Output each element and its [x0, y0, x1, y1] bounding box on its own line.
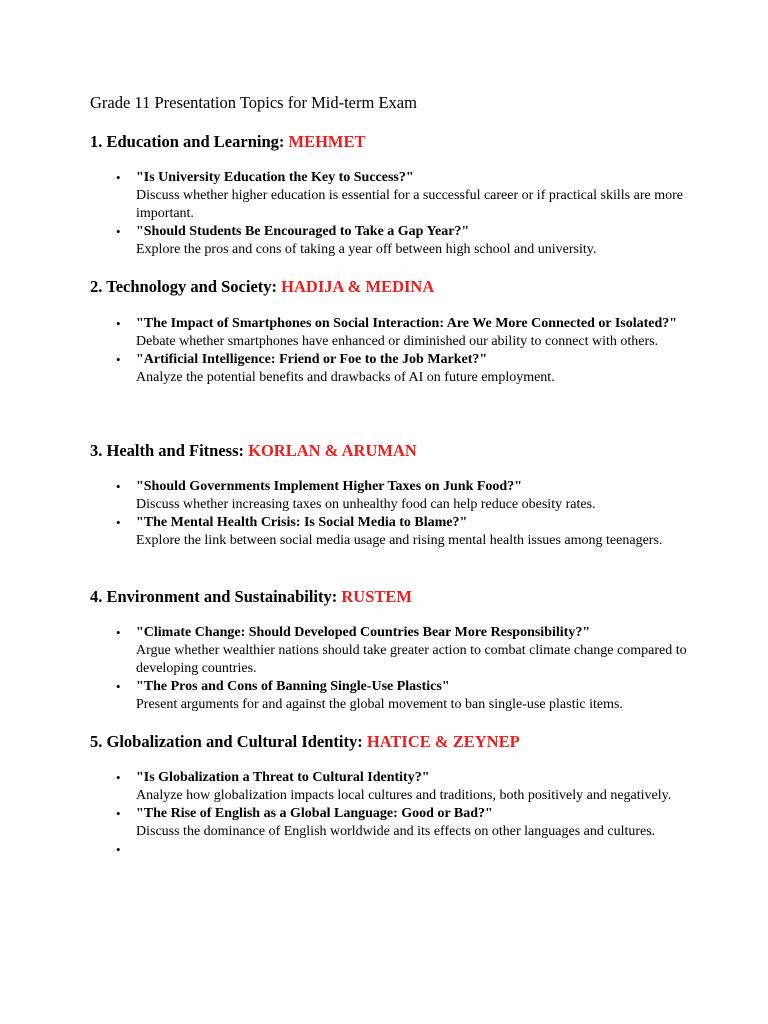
topic-title: "Is Globalization a Threat to Cultural Identity?" — [136, 770, 430, 785]
bullet-icon: • — [116, 170, 121, 185]
bullet-icon: • — [116, 352, 121, 367]
topic-description: Discuss whether increasing taxes on unhealthy food can help reduce obesity rates. — [136, 497, 596, 512]
section-heading-text: 2. Technology and Society: — [90, 277, 282, 296]
section-environment — [90, 587, 710, 714]
topic-description: Debate whether smartphones have enhanced or diminished our ability to connect with others. — [136, 334, 659, 349]
assignee-name: HATICE & ZEYNEP — [366, 732, 520, 751]
topic-title: "The Rise of English as a Global Language: Good or Bad?" — [136, 806, 493, 821]
topic-description: Explore the link between social media usage and rising mental health issues among teenagers. — [136, 533, 663, 548]
topic-description: Present arguments for and against the global movement to ban single-use plastic items. — [136, 697, 623, 712]
bullet-icon: • — [116, 224, 121, 239]
topic-title: "The Pros and Cons of Banning Single-Use Plastics" — [136, 679, 450, 694]
topic-list — [90, 624, 710, 714]
assignee-name: MEHMET — [288, 132, 366, 151]
section-technology — [90, 277, 710, 387]
list-item — [90, 624, 710, 678]
section-heading — [90, 732, 710, 752]
section-heading — [90, 441, 710, 461]
bullet-icon: • — [116, 842, 121, 857]
section-globalization — [90, 732, 710, 859]
bullet-icon: • — [116, 625, 121, 640]
topic-list — [90, 315, 710, 387]
list-item — [90, 514, 710, 550]
topic-description: Analyze the potential benefits and drawbacks of AI on future employment. — [136, 370, 555, 385]
section-education — [90, 132, 710, 259]
section-heading-text: 4. Environment and Sustainability: — [90, 587, 342, 606]
topic-description: Discuss the dominance of English worldwide and its effects on other languages and cultures. — [136, 824, 656, 839]
topic-description: Argue whether wealthier nations should take greater action to combat climate change compared to developing countries. — [136, 643, 687, 676]
document-title: Grade 11 Presentation Topics for Mid-term Exam — [90, 93, 417, 112]
topic-title: "Artificial Intelligence: Friend or Foe to the Job Market?" — [136, 352, 488, 367]
assignee-name: KORLAN & ARUMAN — [248, 441, 417, 460]
topic-title: "Is University Education the Key to Success?" — [136, 170, 414, 185]
list-item — [90, 841, 710, 859]
bullet-icon: • — [116, 770, 121, 785]
section-heading-text: 5. Globalization and Cultural Identity: — [90, 732, 367, 751]
topic-list — [90, 169, 710, 259]
topic-description: Analyze how globalization impacts local cultures and traditions, both positively and negatively. — [136, 788, 672, 803]
list-item — [90, 351, 710, 387]
assignee-name: RUSTEM — [341, 587, 412, 606]
list-item — [90, 223, 710, 259]
list-item — [90, 315, 710, 351]
bullet-icon: • — [116, 515, 121, 530]
section-heading — [90, 132, 710, 152]
section-heading-text: 3. Health and Fitness: — [90, 441, 249, 460]
section-heading-text: 1. Education and Learning: — [90, 132, 289, 151]
topic-list — [90, 478, 710, 550]
section-heading — [90, 277, 710, 297]
list-item — [90, 478, 710, 514]
topic-title: "The Impact of Smartphones on Social Interaction: Are We More Connected or Isolated?" — [136, 316, 678, 331]
section-heading — [90, 587, 710, 607]
list-item — [90, 805, 710, 841]
bullet-icon: • — [116, 806, 121, 821]
bullet-icon: • — [116, 679, 121, 694]
bullet-icon: • — [116, 316, 121, 331]
list-item — [90, 678, 710, 714]
topic-title: "Climate Change: Should Developed Countries Bear More Responsibility?" — [136, 625, 591, 640]
bullet-icon: • — [116, 479, 121, 494]
section-health — [90, 441, 710, 550]
topic-title: "Should Governments Implement Higher Taxes on Junk Food?" — [136, 479, 522, 494]
topic-list — [90, 769, 710, 859]
topic-title: "The Mental Health Crisis: Is Social Media to Blame?" — [136, 515, 468, 530]
topic-description: Explore the pros and cons of taking a year off between high school and university. — [136, 242, 597, 257]
assignee-name: HADIJA & MEDINA — [281, 277, 435, 296]
list-item — [90, 769, 710, 805]
topic-description: Discuss whether higher education is essential for a successful career or if practical skills are more important. — [136, 188, 683, 221]
topic-title: "Should Students Be Encouraged to Take a Gap Year?" — [136, 224, 470, 239]
list-item — [90, 169, 710, 223]
